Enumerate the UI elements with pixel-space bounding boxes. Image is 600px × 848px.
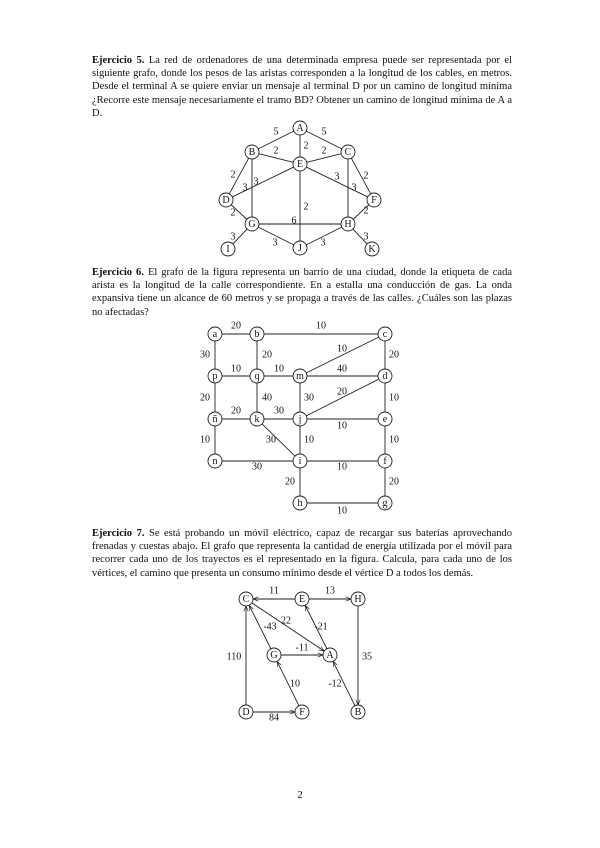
node-c (378, 327, 392, 341)
node-i (293, 454, 307, 468)
node-label-m: m (296, 371, 304, 382)
edge-weight-E-C: 2 (321, 145, 327, 157)
node-label-F: F (371, 195, 377, 206)
node-label-n: n (212, 456, 218, 467)
node-label-B: B (248, 147, 256, 158)
edge-weight-E-H: 13 (325, 585, 335, 597)
node-label-f: f (383, 456, 387, 467)
node-I (221, 242, 235, 256)
node-label-e: e (382, 414, 388, 425)
edge-weight-i-f: 10 (337, 461, 347, 473)
node-label-K: K (368, 244, 376, 255)
edge-weight-H-K: 3 (363, 231, 369, 243)
edge-weight-n-i: 30 (252, 461, 262, 473)
edge-weight-G-I: 3 (230, 231, 236, 243)
edge-weight-i-h: 20 (285, 476, 295, 488)
edge-weight-D-E: 3 (242, 182, 248, 194)
node-label-G: G (248, 219, 256, 230)
node-label-A: A (326, 650, 334, 661)
node-B (245, 145, 259, 159)
node-E (293, 157, 307, 171)
edge-weight-q-m: 10 (274, 363, 284, 375)
node-label-c: c (382, 329, 388, 340)
edge-weight-j-d: 20 (337, 386, 347, 398)
node-label-i: i (298, 456, 302, 467)
exercise-7 (92, 527, 512, 580)
edge-weight-a-b: 20 (231, 320, 241, 332)
edge-weight-E-F: 3 (334, 171, 340, 183)
node-C (239, 592, 253, 606)
edge-weight-m-c: 10 (337, 343, 347, 355)
edge-weight-j-i: 10 (304, 434, 314, 446)
edge-weight-j-e: 10 (337, 420, 347, 432)
edge-weight-J-H: 3 (320, 237, 326, 249)
edge-weight-p-ñ: 20 (200, 392, 210, 404)
node-k (250, 412, 264, 426)
edge-weight-B-A: -12 (328, 678, 342, 690)
node-G (245, 217, 259, 231)
exercise-6 (92, 266, 512, 319)
edge-weight-ñ-k: 20 (231, 405, 241, 417)
edge-weight-h-g: 10 (337, 505, 347, 517)
node-label-D: D (222, 195, 230, 206)
node-label-E: E (298, 594, 306, 605)
node-label-A: A (296, 123, 304, 134)
edge-weight-E-C: 11 (269, 585, 279, 597)
edge-weight-C-F: 2 (363, 170, 369, 182)
node-H (351, 592, 365, 606)
edge-weight-B-D: 2 (230, 169, 236, 181)
node-d (378, 369, 392, 383)
edge-weight-k-i: 30 (266, 434, 276, 446)
node-label-b: b (254, 329, 260, 340)
node-label-J: J (298, 243, 302, 254)
node-g (378, 496, 392, 510)
node-q (250, 369, 264, 383)
node-label-I: I (226, 244, 230, 255)
edge-weight-k-j: 30 (274, 405, 284, 417)
edge-weight-G-J: 3 (272, 237, 278, 249)
node-label-H: H (344, 219, 352, 230)
graph-exercise-6 (195, 322, 410, 522)
edge-j-d (306, 379, 379, 416)
node-D (219, 193, 233, 207)
node-A (323, 648, 337, 662)
node-label-D: D (242, 707, 250, 718)
node-h (293, 496, 307, 510)
edge-weight-A-B: 5 (273, 126, 279, 138)
edge-weight-E-J: 2 (303, 201, 309, 213)
node-J (293, 241, 307, 255)
node-label-g: g (382, 498, 388, 509)
node-f (378, 454, 392, 468)
node-D (239, 705, 253, 719)
node-label-k: k (254, 414, 260, 425)
node-K (365, 242, 379, 256)
edge-weight-b-q: 20 (262, 349, 272, 361)
edge-weight-C-H: 3 (351, 182, 357, 194)
edge-weight-B-G: 3 (253, 176, 259, 188)
node-C (341, 145, 355, 159)
node-label-G: G (270, 650, 278, 661)
node-b (250, 327, 264, 341)
node-label-H: H (354, 594, 362, 605)
node-label-a: a (212, 329, 218, 340)
node-label-ñ: ñ (212, 414, 218, 425)
node-label-C: C (344, 147, 352, 158)
exercise-5-text: La red de ordenadores de una determinada empresa puede ser representada por el siguiente grafo, donde los pesos de las aristas corresponden a la longitud de los cables, en metros. Desde el terminal A se quiere enviar un mensaje al terminal D por un camino de longitud mínima ¿Recorre este mensaje necesariamente el tramo BD? Obtener un camino de longitud mínima de A a D. (92, 55, 512, 119)
edge-weight-m-j: 30 (304, 392, 314, 404)
node-j (293, 412, 307, 426)
edge-weight-A-E: -21 (314, 621, 328, 633)
node-label-q: q (254, 371, 260, 382)
edge-weight-C-A: -43 (263, 621, 277, 633)
node-ñ (208, 412, 222, 426)
node-B (351, 705, 365, 719)
edge-weight-B-E: 2 (273, 145, 279, 157)
edge-weight-p-q: 10 (231, 363, 241, 375)
exercise-6-heading: Ejercicio 6. (92, 267, 144, 278)
node-A (293, 121, 307, 135)
edge-weight-ñ-n: 10 (200, 434, 210, 446)
node-G (267, 648, 281, 662)
edge-weight-c-d: 20 (389, 349, 399, 361)
edge-weight-A-C: 5 (321, 126, 327, 138)
edge-weight-d-e: 10 (389, 392, 399, 404)
node-n (208, 454, 222, 468)
edge-weight-q-k: 40 (262, 392, 272, 404)
edge-weight-D-F: 84 (269, 712, 279, 724)
edge-weight-D-C: 110 (226, 651, 242, 663)
exercise-5 (92, 54, 512, 120)
node-p (208, 369, 222, 383)
edge-weight-m-d: 40 (337, 363, 347, 375)
node-label-B: B (354, 707, 362, 718)
edge-weight-a-p: 30 (200, 349, 210, 361)
exercise-7-heading: Ejercicio 7. (92, 528, 145, 539)
node-E (295, 592, 309, 606)
edge-weight-G-H: 6 (291, 215, 297, 227)
edge-weight-D-G: 2 (230, 207, 236, 219)
edge-weight-G-C: 22 (281, 615, 291, 627)
node-a (208, 327, 222, 341)
graph-exercise-5 (212, 118, 392, 258)
node-label-p: p (212, 371, 218, 382)
node-label-h: h (297, 498, 303, 509)
node-F (367, 193, 381, 207)
node-label-C: C (242, 594, 250, 605)
node-label-F: F (299, 707, 305, 718)
edge-weight-G-A: -11 (295, 642, 309, 654)
exercise-7-text: Se está probando un móvil eléctrico, capaz de recargar sus baterías aprovechando frenadas y cuestas abajo. El grafo que representa la cantidad de energía utilizada por el móvil para recorrer cada uno de los trayectos es el representado en la figura. Calcula, para cada uno de los vértices, el camino que presenta un consumo mínimo desde el vértice D a todos los demás. (92, 528, 513, 579)
edge-weight-f-g: 20 (389, 476, 399, 488)
node-F (295, 705, 309, 719)
edge-weight-F-G: 10 (290, 678, 300, 690)
node-e (378, 412, 392, 426)
node-label-E: E (296, 159, 304, 170)
node-H (341, 217, 355, 231)
edge-weight-A-E: 2 (303, 140, 309, 152)
edge-weight-F-H: 2 (363, 205, 369, 217)
page-number: 2 (297, 789, 303, 801)
node-label-d: d (382, 371, 388, 382)
node-m (293, 369, 307, 383)
edge-weight-e-f: 10 (389, 434, 399, 446)
exercise-5-heading: Ejercicio 5. (92, 55, 145, 66)
edge-weight-H-B: 35 (362, 651, 372, 663)
graph-exercise-7 (220, 585, 380, 725)
node-label-j: j (298, 414, 302, 425)
exercise-6-text: El grafo de la figura representa un barrio de una ciudad, donde la etiqueta de cada arista es la longitud de la calle correspondiente. En a estalla una conducción de gas. La onda expansiva tiene un alcance de 60 metros y se propaga a través de las calles. ¿Cuáles son las plazas no afectadas? (92, 267, 513, 318)
edge-weight-b-c: 10 (316, 320, 326, 332)
